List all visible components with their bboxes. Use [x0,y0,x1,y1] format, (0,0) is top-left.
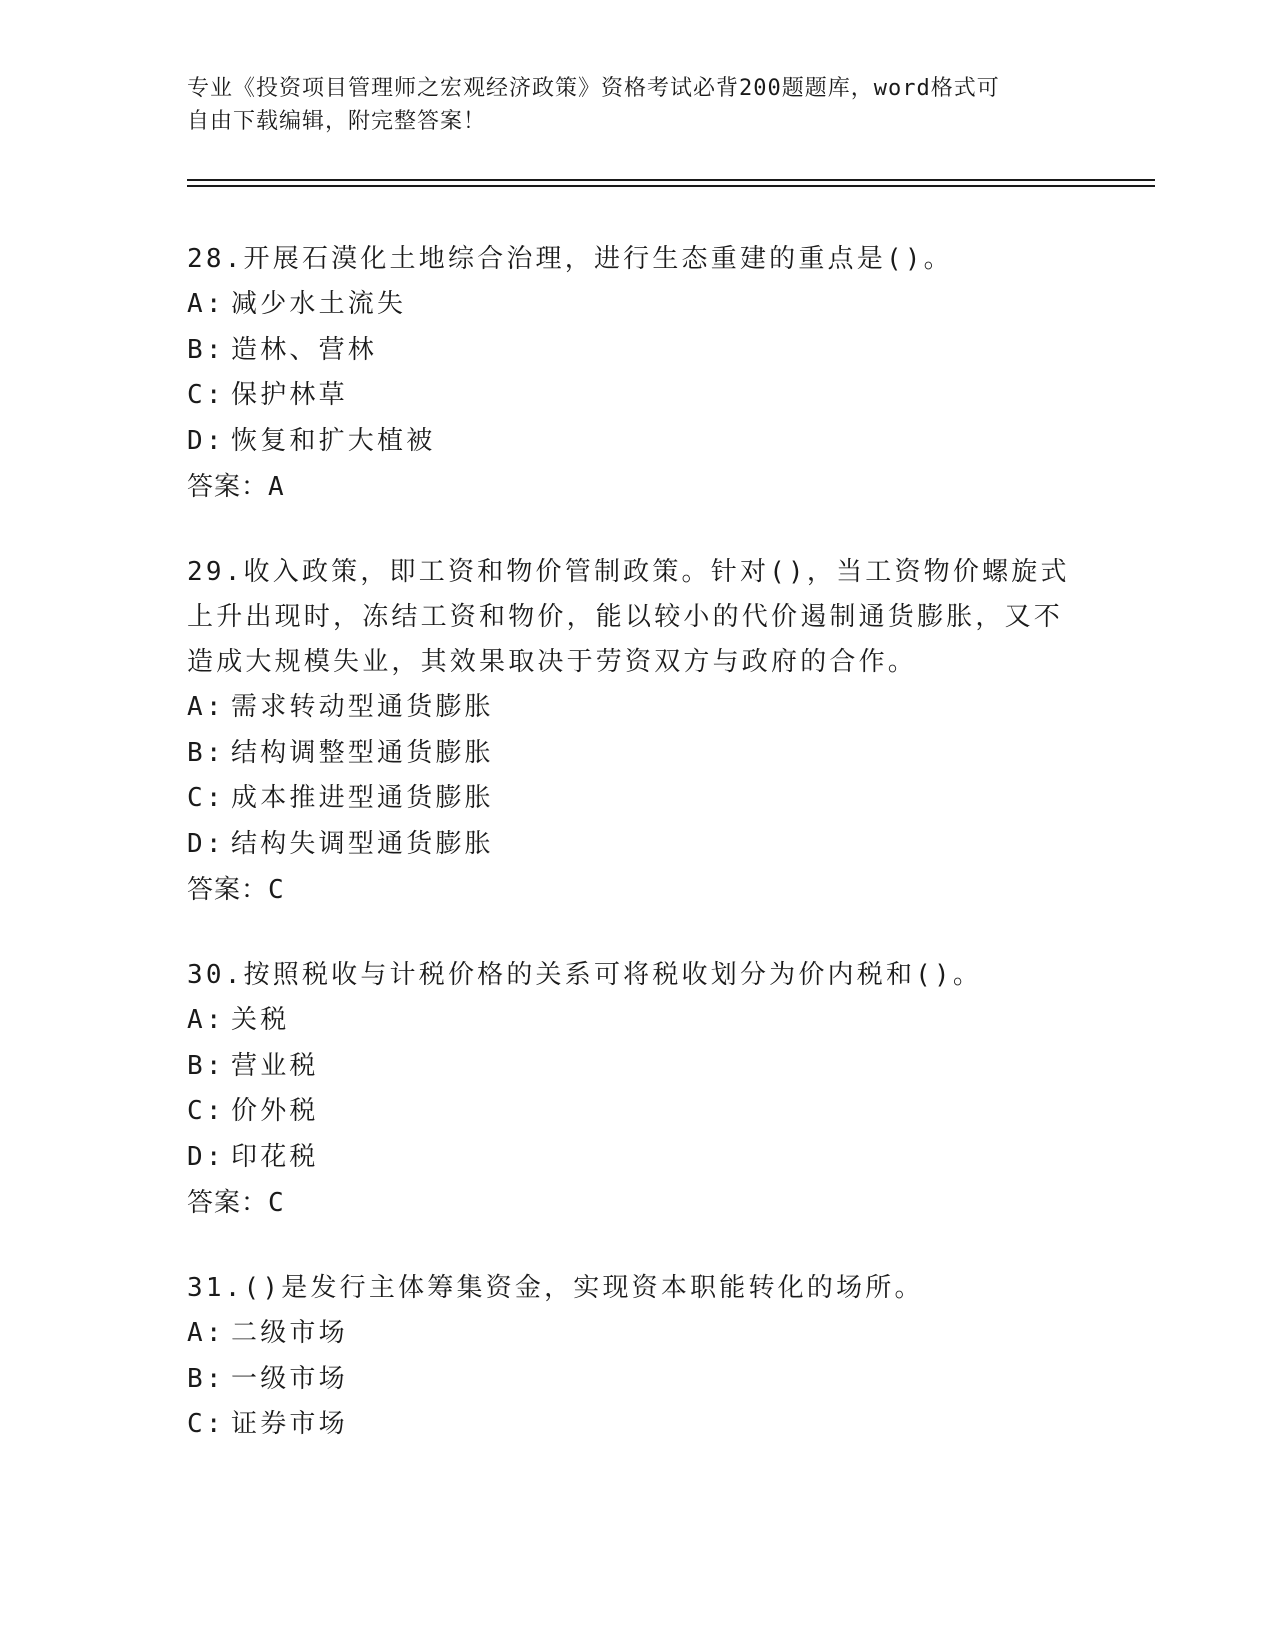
answer-line [187,867,1087,913]
option-key: B: [187,334,225,365]
answer-label: 答案： [187,875,269,905]
option-text: 关税 [231,1005,290,1035]
question-item [187,1266,1087,1448]
option-key: B: [187,1050,225,1081]
header-divider-bottom [187,185,1155,187]
option-key: A: [187,1005,225,1035]
answer-option [187,1135,1087,1181]
answer-option [187,731,1087,777]
answer-value: C [268,875,285,905]
answer-option [187,1311,1087,1357]
option-key: D: [187,1141,225,1172]
option-text: 保护林草 [231,380,348,410]
option-text: 结构调整型通货膨胀 [231,737,494,768]
option-text: 恢复和扩大植被 [231,425,436,456]
answer-option [187,822,1087,868]
question-text: 30.按照税收与计税价格的关系可将税收划分为价内税和()。 [187,960,983,990]
header-divider-top [187,179,1155,181]
option-key: D: [187,828,225,859]
option-key: A: [187,289,225,319]
option-text: 减少水土流失 [231,289,407,319]
answer-option [187,419,1087,465]
question-text: 31.()是发行主体筹集资金，实现资本职能转化的场所。 [187,1273,924,1303]
answer-option [187,1402,1087,1448]
question-item [187,953,1087,1226]
question-item [187,237,1087,510]
answer-option [187,373,1087,419]
document-header [187,72,1067,138]
answer-option [187,328,1087,374]
answer-option [187,282,1087,328]
answer-label: 答案： [187,472,269,502]
option-key: A: [187,692,225,722]
option-text: 价外税 [231,1096,319,1126]
answer-option [187,1357,1087,1403]
answer-value: C [268,1188,285,1218]
answer-option [187,776,1087,822]
answer-label: 答案： [187,1188,269,1218]
header-line-2: 自由下载编辑，附完整答案！ [187,109,487,134]
answer-option [187,685,1087,731]
question-item [187,550,1087,913]
answer-value: A [268,472,285,502]
option-text: 需求转动型通货膨胀 [231,692,494,722]
question-list [187,237,1087,1488]
question-text: 28.开展石漠化土地综合治理，进行生态重建的重点是()。 [187,244,953,274]
option-text: 营业税 [231,1050,319,1081]
option-key: C: [187,1409,225,1439]
option-text: 成本推进型通货膨胀 [231,783,494,813]
header-line-1: 专业《投资项目管理师之宏观经济政策》资格考试必背200题题库，word格式可 [187,76,1000,101]
option-key: D: [187,425,225,456]
option-key: B: [187,737,225,768]
answer-option [187,1044,1087,1090]
option-text: 二级市场 [231,1318,348,1348]
answer-line [187,1180,1087,1226]
question-text: 29.收入政策，即工资和物价管制政策。针对()，当工资物价螺旋式上升出现时，冻结工资和物价，能以较小的代价遏制通货膨胀，又不造成大规模失业，其效果取决于劳资双方与政府的合作。 [187,557,1070,677]
option-text: 印花税 [231,1141,319,1172]
option-key: B: [187,1363,225,1394]
answer-option [187,998,1087,1044]
option-text: 结构失调型通货膨胀 [231,828,494,859]
option-key: C: [187,380,225,410]
option-text: 一级市场 [231,1363,348,1394]
option-text: 证券市场 [231,1409,348,1439]
answer-option [187,1089,1087,1135]
option-key: A: [187,1318,225,1348]
option-key: C: [187,1096,225,1126]
option-text: 造林、营林 [231,334,378,365]
option-key: C: [187,783,225,813]
answer-line [187,464,1087,510]
